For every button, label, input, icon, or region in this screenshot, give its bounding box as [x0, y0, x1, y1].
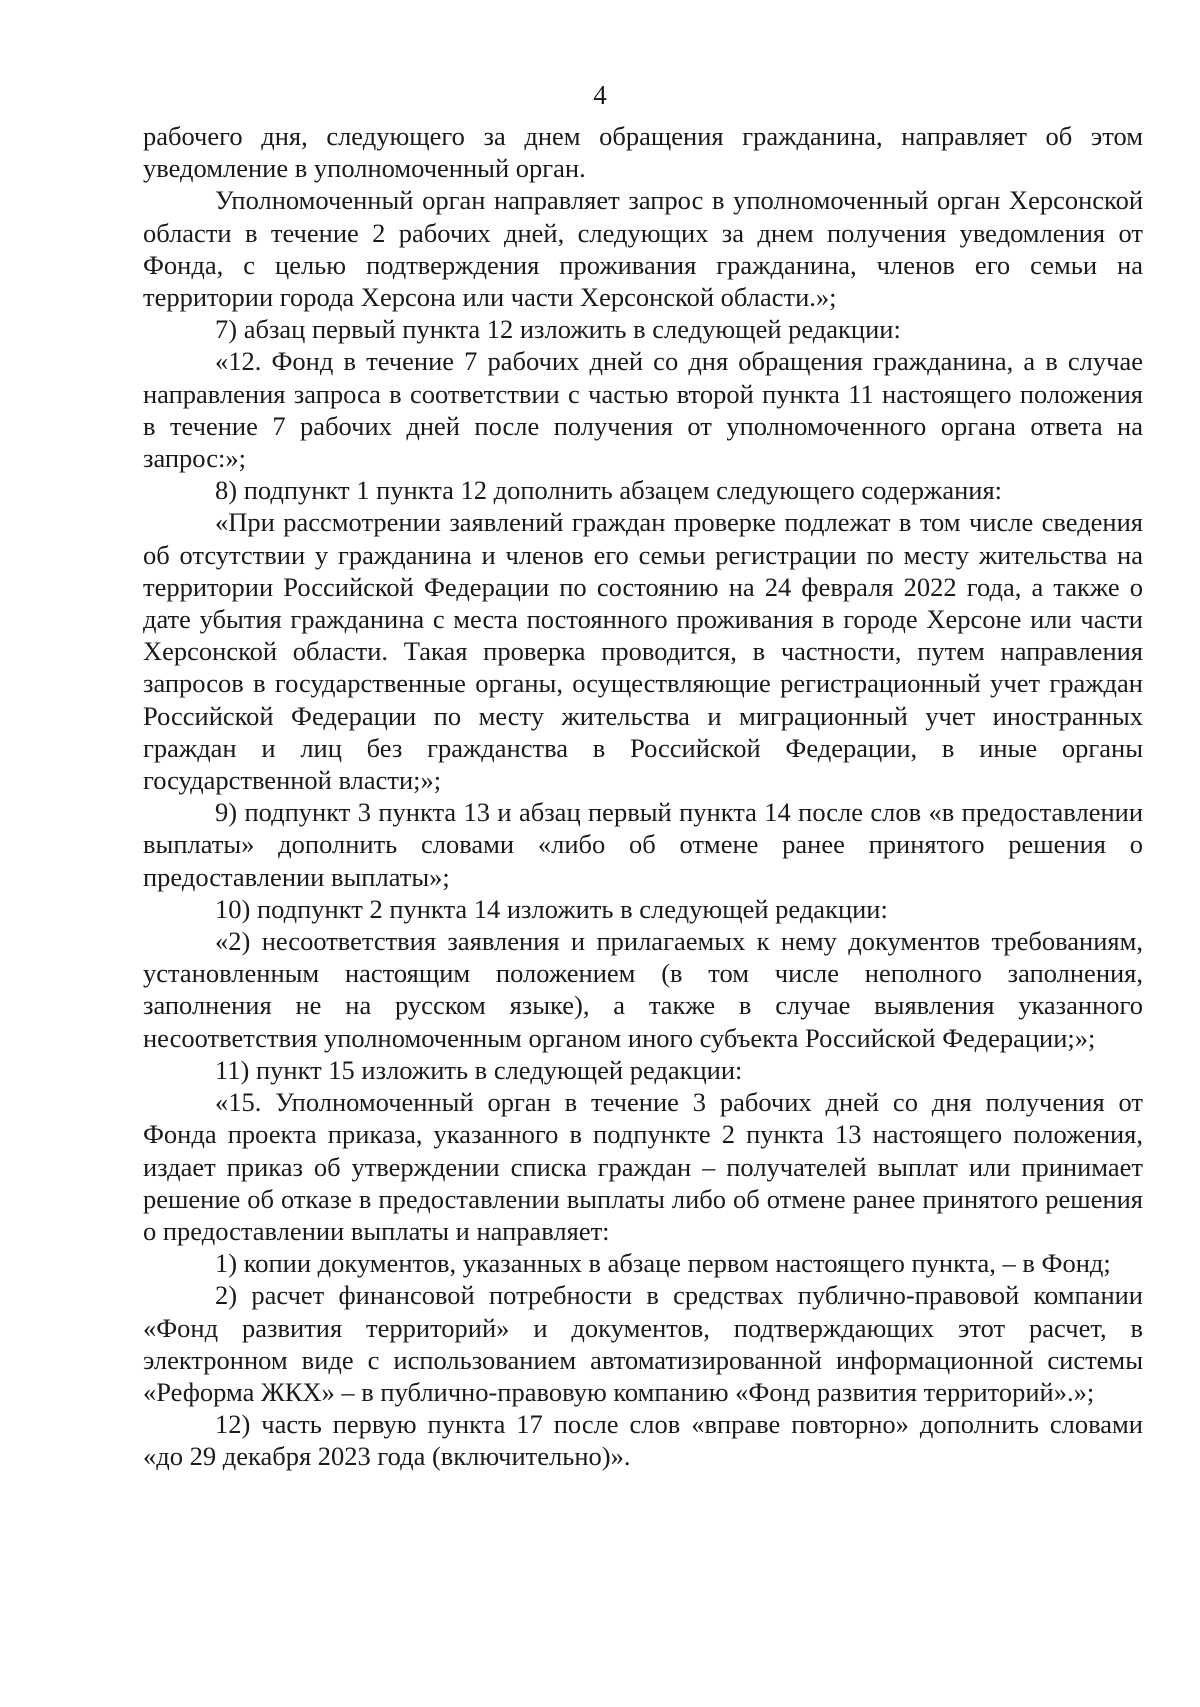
paragraph: 10) подпункт 2 пункта 14 изложить в следующей редакции:	[215, 893, 888, 924]
paragraph: 8) подпункт 1 пункта 12 дополнить абзацем следующего содержания:	[215, 475, 1003, 506]
paragraph: Уполномоченный орган направляет запрос в уполномоченный орган Херсонской области в течение 2 рабочих дней, следующих за днем получения уведомления от Фонда, с целью подтверждения проживания гражданина, членов его семьи на территории города Херсона или части Херсонской области.»;	[143, 185, 1143, 313]
paragraph: 11) пункт 15 изложить в следующей редакции:	[215, 1054, 743, 1085]
paragraph: «15. Уполномоченный орган в течение 3 рабочих дней со дня получения от Фонда проекта приказа, указанного в подпункте 2 пункта 13 настоящего положения, издает приказ об утверждении списка граждан – получателей выплат или принимает решение об отказе в предоставлении выплаты либо об отмене ранее принятого решения о предоставлении выплаты и направляет:	[143, 1087, 1143, 1246]
paragraph: «При рассмотрении заявлений граждан проверке подлежат в том числе сведения об отсутствии у гражданина и членов его семьи регистрации по месту жительства на территории Российской Федерации по состоянию на 24 февраля 2022 года, а также о дате убытия гражданина с места постоянного проживания в городе Херсоне или части Херсонской области. Такая проверка проводится, в частности, путем направления запросов в государственные органы, осуществляющие регистрационный учет граждан Российской Федерации по месту жительства и миграционный учет иностранных граждан и лиц без гражданства в Российской Федерации, в иные органы государственной власти;»;	[143, 507, 1143, 796]
paragraph: 7) абзац первый пункта 12 изложить в следующей редакции:	[215, 314, 901, 345]
paragraph: 9) подпункт 3 пункта 13 и абзац первый пункта 14 после слов «в предоставлении выплаты» дополнить словами «либо об отмене ранее принятого решения о предоставлении выплаты»;	[143, 797, 1143, 892]
paragraph: 2) расчет финансовой потребности в средствах публично-правовой компании «Фонд развития территорий» и документов, подтверждающих этот расчет, в электронном виде с использованием автоматизированной информационной системы «Реформа ЖКХ» – в публично-правовую компанию «Фонд развития территорий».»;	[143, 1280, 1143, 1407]
page-number: 4	[593, 80, 607, 110]
document-body	[143, 120, 1143, 1473]
paragraph: 12) часть первую пункта 17 после слов «вправе повторно» дополнить словами «до 29 декабря 2023 года (включительно)».	[143, 1409, 1143, 1472]
paragraph: рабочего дня, следующего за днем обращения гражданина, направляет об этом уведомление в уполномоченный орган.	[143, 121, 1143, 184]
paragraph: 1) копии документов, указанных в абзаце первом настоящего пункта, – в Фонд;	[215, 1248, 1111, 1279]
paragraph: «2) несоответствия заявления и прилагаемых к нему документов требованиям, установленным настоящим положением (в том числе неполного заполнения, заполнения не на русском языке), а также в случае выявления указанного несоответствия уполномоченным органом иного субъекта Российской Федерации;»;	[143, 926, 1143, 1053]
paragraph: «12. Фонд в течение 7 рабочих дней со дня обращения гражданина, а в случае направления запроса в соответствии с частью второй пункта 11 настоящего положения в течение 7 рабочих дней после получения от уполномоченного органа ответа на запрос:»;	[143, 346, 1143, 474]
